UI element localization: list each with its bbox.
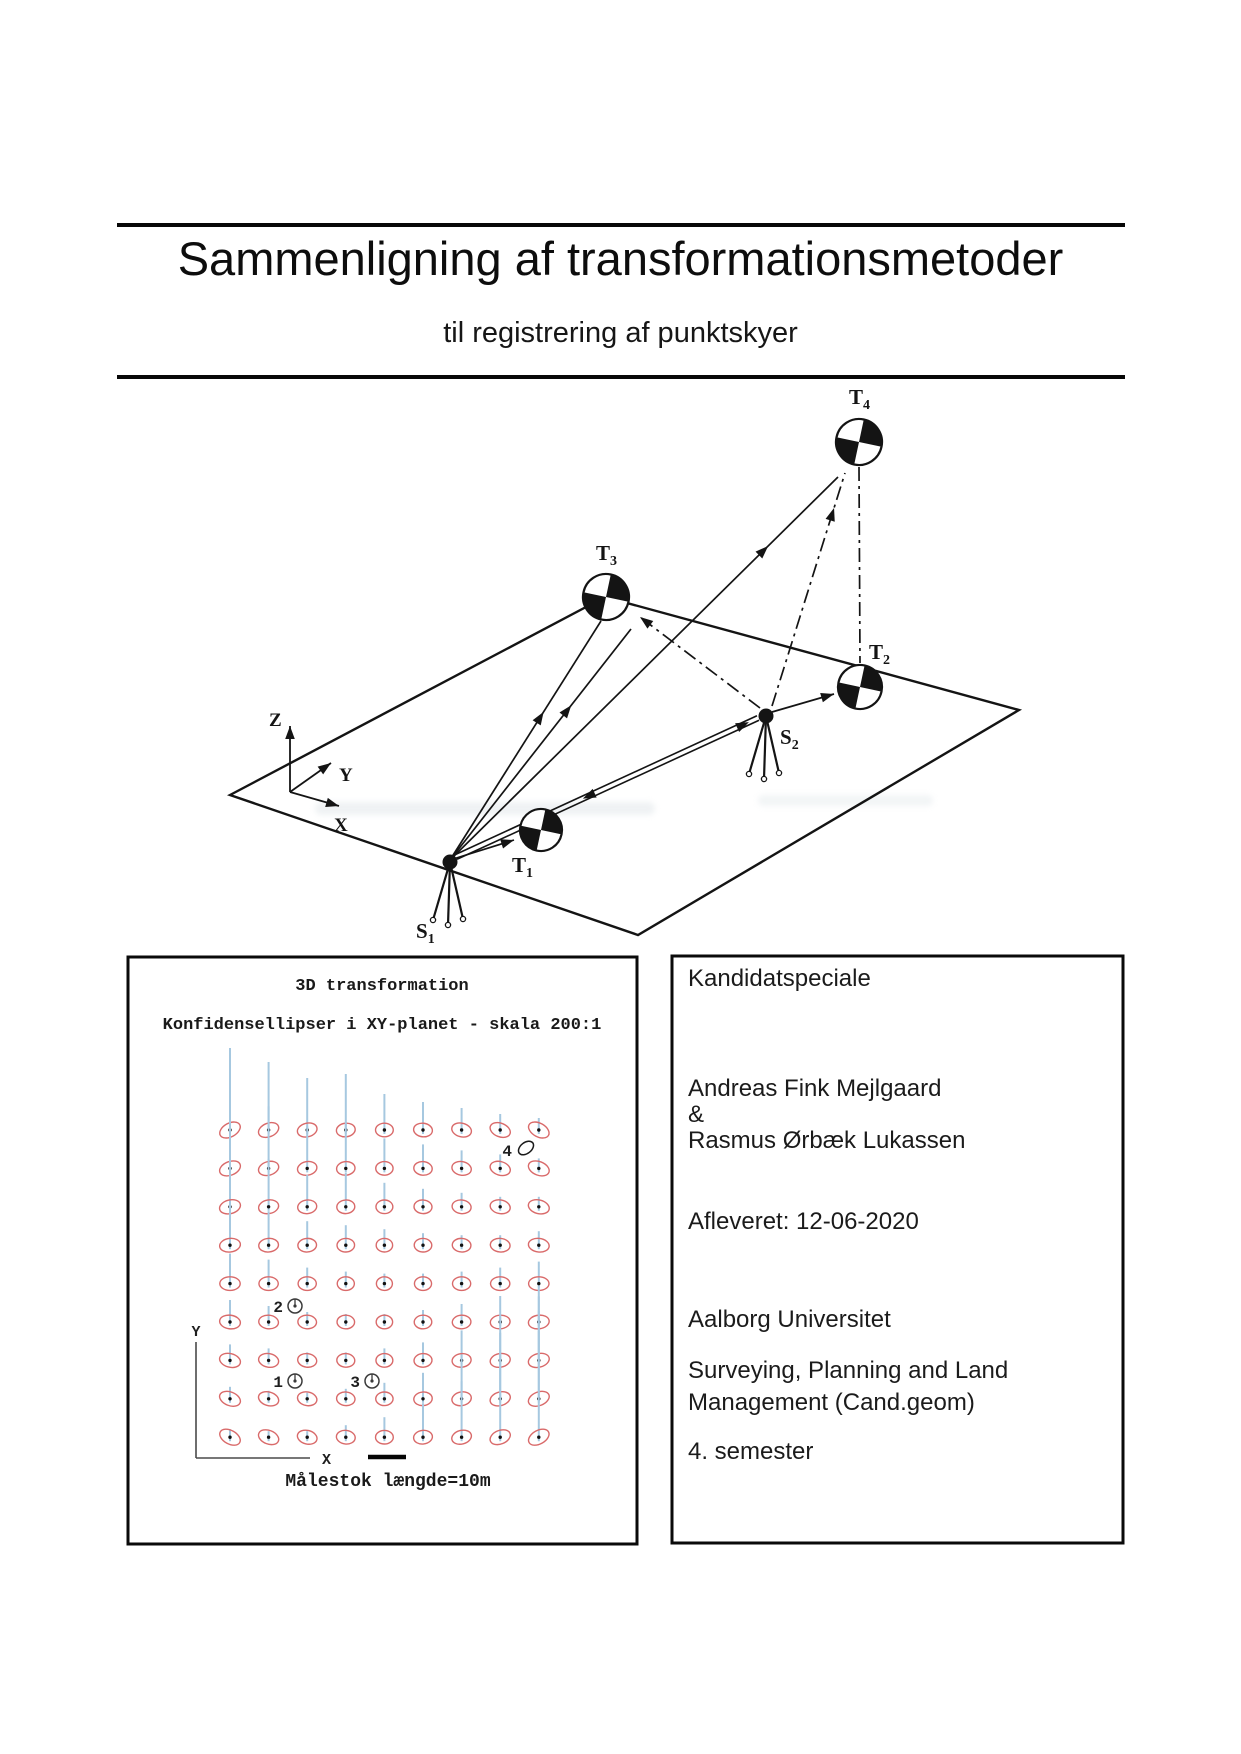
- figure-title: 3D transformation: [295, 977, 469, 996]
- control-point-label-4: 4: [502, 1143, 512, 1161]
- axis-label-z: Z: [269, 710, 282, 731]
- grid-point: [460, 1282, 463, 1285]
- page-subtitle: til registrering af punktskyer: [443, 317, 798, 349]
- figure-x-axis-label: X: [322, 1452, 332, 1469]
- grid-point: [267, 1205, 270, 1208]
- grid-point: [460, 1436, 463, 1439]
- sight-line: [450, 477, 838, 860]
- grid-point: [344, 1397, 347, 1400]
- grid-point: [228, 1244, 231, 1247]
- grid-point: [383, 1320, 386, 1323]
- grid-point: [267, 1359, 270, 1362]
- grid-point: [228, 1359, 231, 1362]
- grid-point: [499, 1167, 502, 1170]
- figure-y-axis-label: Y: [191, 1324, 201, 1341]
- control-point-label-3: 3: [350, 1374, 360, 1392]
- grid-point: [537, 1244, 540, 1247]
- dashdot-height-line: [859, 467, 860, 663]
- grid-point: [344, 1359, 347, 1362]
- grid-point: [228, 1436, 231, 1439]
- grid-point: [267, 1282, 270, 1285]
- grid-point: [344, 1436, 347, 1439]
- grid-point: [344, 1320, 347, 1323]
- grid-point: [344, 1205, 347, 1208]
- grid-point: [383, 1167, 386, 1170]
- dashdot-sight-line: [640, 617, 760, 708]
- grid-point: [537, 1128, 540, 1131]
- grid-point: [421, 1244, 424, 1247]
- control-point-marker: [516, 1138, 536, 1157]
- grid-point: [306, 1244, 309, 1247]
- scanner-label-S1: $S_1$: [416, 919, 435, 947]
- grid-point: [421, 1167, 424, 1170]
- grid-point: [421, 1128, 424, 1131]
- target-label-T4: $T_4$: [849, 385, 871, 413]
- grid-point: [460, 1128, 463, 1131]
- grid-point: [460, 1205, 463, 1208]
- grid-point: [383, 1397, 386, 1400]
- info-line-4: Afleveret: 12-06-2020: [688, 1208, 919, 1235]
- grid-point: [383, 1436, 386, 1439]
- target-T4: [832, 415, 887, 470]
- grid-point: [306, 1320, 309, 1323]
- control-point-label-1: 1: [273, 1374, 283, 1392]
- info-line-1: Andreas Fink Mejlgaard: [688, 1075, 942, 1102]
- info-line-8: 4. semester: [688, 1438, 814, 1465]
- grid-point: [537, 1205, 540, 1208]
- grid-point: [344, 1244, 347, 1247]
- grid-point: [228, 1282, 231, 1285]
- grid-point: [499, 1244, 502, 1247]
- control-point-label-2: 2: [273, 1299, 283, 1317]
- grid-point: [421, 1205, 424, 1208]
- info-line-5: Aalborg Universitet: [688, 1306, 891, 1333]
- grid-point: [383, 1205, 386, 1208]
- grid-point: [537, 1436, 540, 1439]
- grid-point: [460, 1244, 463, 1247]
- info-line-2: &: [688, 1101, 705, 1128]
- target-label-T2: $T_2$: [869, 640, 891, 668]
- baseline-double-line: [457, 720, 759, 859]
- grid-point: [499, 1282, 502, 1285]
- grid-point: [460, 1167, 463, 1170]
- grid-point: [267, 1397, 270, 1400]
- scanner-tripod-S2: [746, 709, 781, 782]
- page-title: Sammenligning af transformationsmetoder: [177, 232, 1064, 285]
- grid-point: [267, 1436, 270, 1439]
- grid-point: [344, 1282, 347, 1285]
- grid-point: [460, 1320, 463, 1323]
- grid-point: [306, 1282, 309, 1285]
- baseline-double-line: [455, 716, 757, 855]
- target-T3: [579, 570, 634, 625]
- grid-point: [267, 1320, 270, 1323]
- figure-scale-caption: Målestok længde=10m: [285, 1472, 491, 1492]
- target-label-T3: $T_3$: [596, 541, 618, 569]
- grid-point: [306, 1359, 309, 1362]
- grid-point: [499, 1436, 502, 1439]
- grid-point: [421, 1320, 424, 1323]
- grid-point: [499, 1128, 502, 1131]
- target-label-T1: $T_1$: [512, 853, 534, 881]
- grid-point: [306, 1205, 309, 1208]
- grid-point: [383, 1282, 386, 1285]
- grid-point: [421, 1436, 424, 1439]
- figure-subtitle: Konfidensellipser i XY-planet - skala 200:1: [162, 1016, 602, 1035]
- axis-label-x: X: [334, 815, 348, 836]
- grid-point: [499, 1205, 502, 1208]
- grid-point: [421, 1359, 424, 1362]
- info-line-7: Management (Cand.geom): [688, 1389, 975, 1416]
- scanner-label-S2: $S_2$: [780, 725, 799, 753]
- grid-point: [306, 1167, 309, 1170]
- grid-point: [383, 1359, 386, 1362]
- grid-point: [383, 1244, 386, 1247]
- target-T2: [834, 661, 886, 713]
- grid-point: [537, 1167, 540, 1170]
- info-line-0: Kandidatspeciale: [688, 965, 871, 992]
- info-line-6: Surveying, Planning and Land: [688, 1357, 1009, 1384]
- grid-point: [537, 1282, 540, 1285]
- grid-point: [306, 1436, 309, 1439]
- grid-point: [344, 1167, 347, 1170]
- grid-point: [383, 1128, 386, 1131]
- info-line-3: Rasmus Ørbæk Lukassen: [688, 1127, 966, 1154]
- grid-point: [421, 1397, 424, 1400]
- grid-point: [228, 1397, 231, 1400]
- grid-point: [421, 1282, 424, 1285]
- grid-point: [306, 1397, 309, 1400]
- grid-point: [267, 1244, 270, 1247]
- axis-label-y: Y: [339, 765, 353, 786]
- grid-point: [228, 1320, 231, 1323]
